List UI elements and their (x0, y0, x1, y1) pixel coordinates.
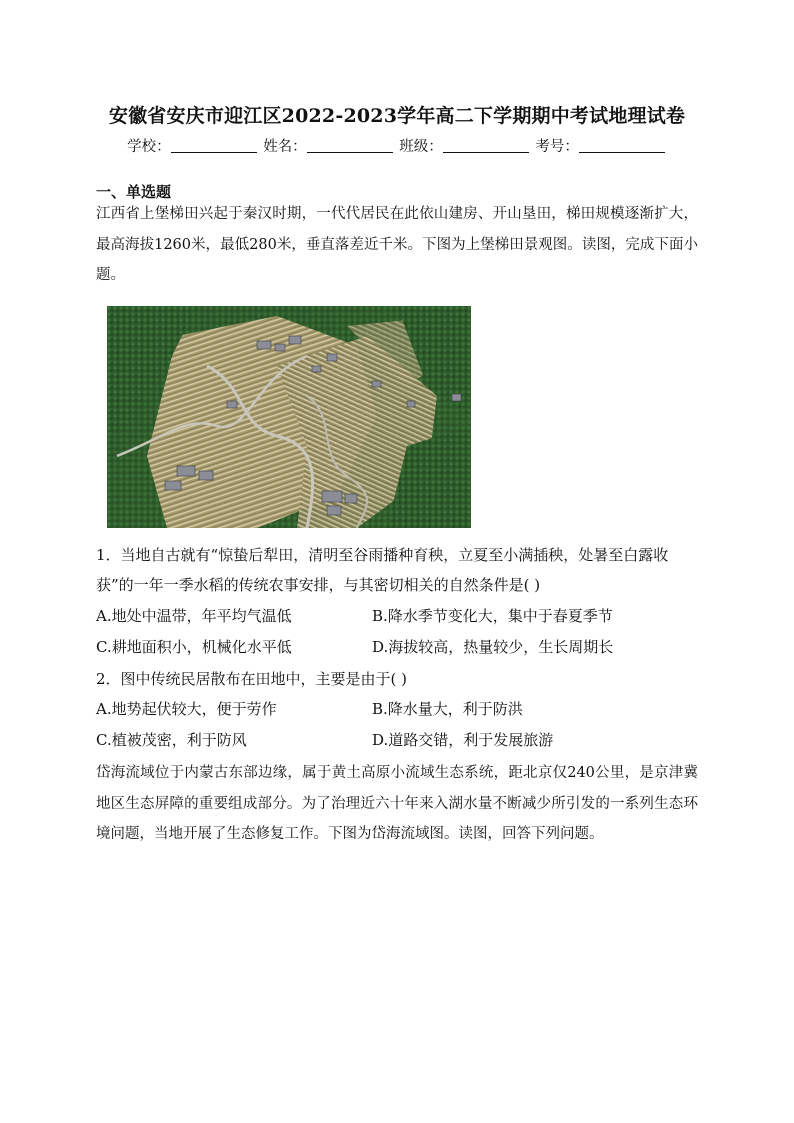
passage-terraces: 江西省上堡梯田兴起于秦汉时期，一代代居民在此依山建房、开山垦田，梯田规模逐渐扩大，最高海拔1260米，最低280米，垂直落差近千米。下图为上堡梯田景观图。读图，完成下面小题。 (96, 206, 698, 283)
terrace-landscape-photo (107, 306, 471, 528)
question-2-stem: 2．图中传统民居散布在田地中，主要是由于( ) (96, 670, 408, 688)
class-label: 班级： (399, 139, 443, 155)
question-2-option-d[interactable]: D.道路交错，利于发展旅游 (372, 731, 554, 749)
section-heading: 一、单选题 (96, 183, 172, 201)
exam-number-blank[interactable] (579, 138, 665, 153)
question-2-options-row-2 (96, 725, 701, 755)
question-1-option-a[interactable]: A.地处中温带，年平均气温低 (96, 607, 292, 625)
school-blank[interactable] (171, 138, 257, 153)
class-blank[interactable] (443, 138, 529, 153)
question-2-option-a[interactable]: A.地势起伏较大，便于劳作 (96, 700, 277, 718)
exam-number-label: 考号： (535, 139, 579, 155)
name-blank[interactable] (307, 138, 393, 153)
question-2-options-row-1 (96, 694, 701, 724)
question-1-options-row-1 (96, 601, 701, 631)
question-1-option-c[interactable]: C.耕地面积小，机械化水平低 (96, 638, 292, 656)
name-label: 姓名： (263, 139, 307, 155)
question-2-option-c[interactable]: C.植被茂密，利于防风 (96, 731, 247, 749)
question-1-options-row-2 (96, 632, 701, 662)
question-1-stem: 1．当地自古就有“惊蛰后犁田，清明至谷雨播种育秧，立夏至小满插秧，处暑至白露收获”的一年一季水稻的传统农事安排，与其密切相关的自然条件是( ) (96, 546, 669, 594)
question-2-option-b[interactable]: B.降水量大，利于防洪 (372, 700, 523, 718)
passage-daihai: 岱海流域位于内蒙古东部边缘，属于黄土高原小流域生态系统，距北京仅240公里，是京津冀地区生态屏障的重要组成部分。为了治理近六十年来入湖水量不断减少所引发的一系列生态环境问题，当地开展了生态修复工作。下图为岱海流域图。读图，回答下列问题。 (96, 765, 698, 842)
student-info-line (0, 135, 794, 156)
question-1-option-b[interactable]: B.降水季节变化大，集中于春夏季节 (372, 607, 613, 625)
exam-title: 安徽省安庆市迎江区2022-2023学年高二下学期期中考试地理试卷 (108, 105, 686, 127)
question-1-option-d[interactable]: D.海拔较高，热量较少，生长周期长 (372, 638, 614, 656)
school-label: 学校： (127, 139, 171, 155)
